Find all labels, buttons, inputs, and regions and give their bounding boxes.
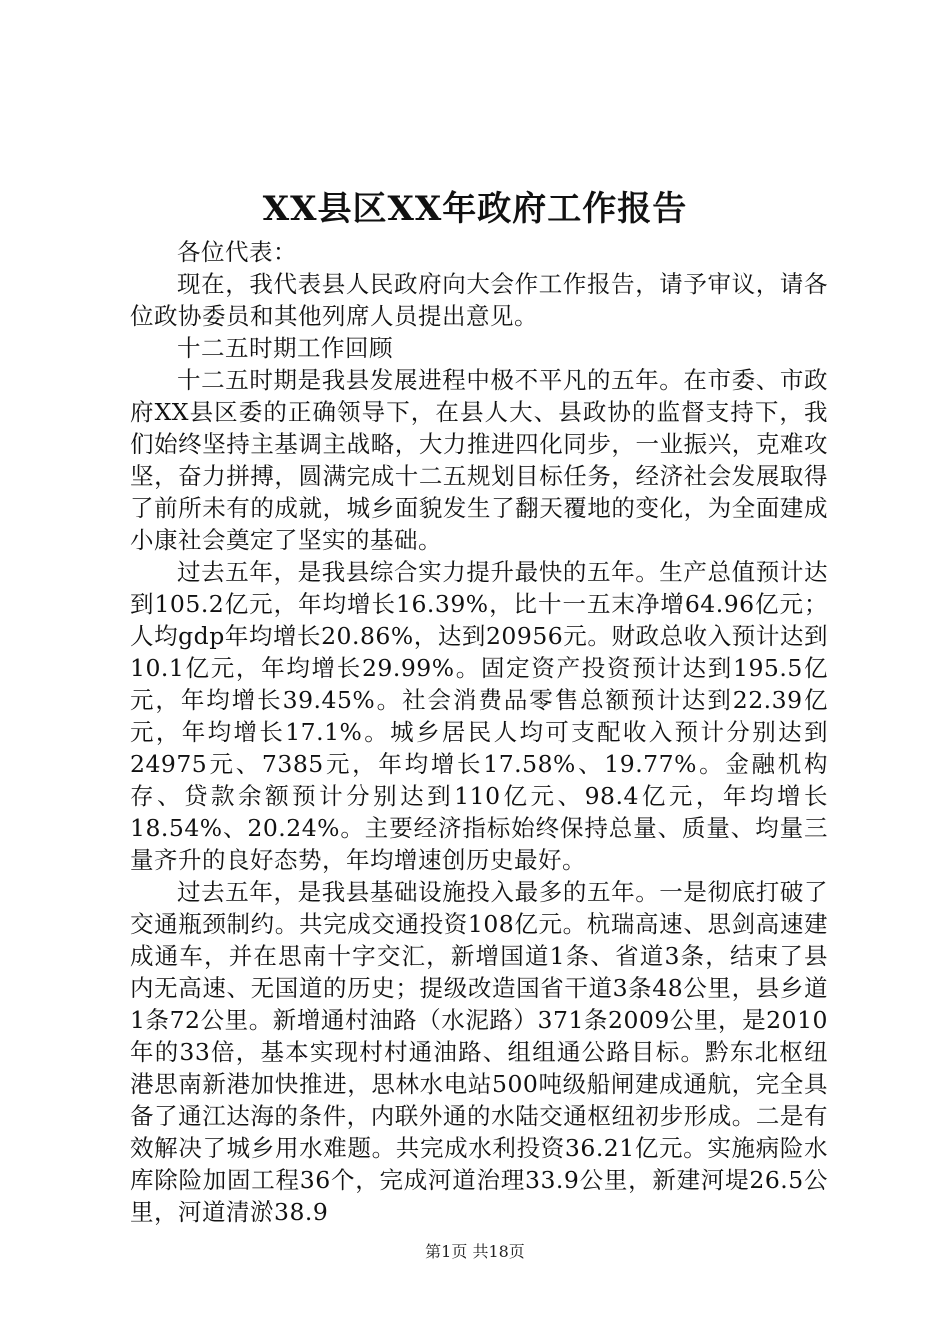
document-body [130,236,828,1228]
paragraph-review: 十二五时期是我县发展进程中极不平凡的五年。在市委、市政府XX县区委的正确领导下，在县人大、县政协的监督支持下，我们始终坚持主基调主战略，大力推进四化同步，一业振兴，克难攻坚，奋力拼搏，圆满完成十二五规划目标任务，经济社会发展取得了前所未有的成就，城乡面貌发生了翻天覆地的变化，为全面建成小康社会奠定了坚实的基础。 [130,366,828,554]
document-title: XX县区XX年政府工作报告 [262,189,688,229]
paragraph-economy: 过去五年，是我县综合实力提升最快的五年。生产总值预计达到105.2亿元，年均增长16.39%，比十一五末净增64.96亿元；人均gdp年均增长20.86%，达到20956元。财政总收入预计达到10.1亿元，年均增长29.99%。固定资产投资预计达到195.5亿元，年均增长39.45%。社会消费品零售总额预计达到22.39亿元，年均增长17.1%。城乡居民人均可支配收入预计分别达到24975元、7385元，年均增长17.58%、19.77%。金融机构存、贷款余额预计分别达到110亿元、98.4亿元，年均增长18.54%、20.24%。主要经济指标始终保持总量、质量、均量三量齐升的良好态势，年均增速创历史最好。 [130,558,828,874]
page-footer: 第1页 共18页 [425,1242,525,1261]
paragraph-infrastructure: 过去五年，是我县基础设施投入最多的五年。一是彻底打破了交通瓶颈制约。共完成交通投资108亿元。杭瑞高速、思剑高速建成通车，并在思南十字交汇，新增国道1条、省道3条，结束了县内无高速、无国道的历史；提级改造国省干道3条48公里，县乡道1条72公里。新增通村油路（水泥路）371条2009公里，是2010年的33倍，基本实现村村通油路、组组通公路目标。黔东北枢纽港思南新港加快推进，思林水电站500吨级船闸建成通航，完全具备了通江达海的条件，内联外通的水陆交通枢纽初步形成。二是有效解决了城乡用水难题。共完成水利投资36.21亿元。实施病险水库除险加固工程36个，完成河道治理33.9公里，新建河堤26.5公里，河道清淤38.9 [130,878,828,1226]
paragraph-salutation: 各位代表： [177,238,297,266]
paragraph-intro: 现在，我代表县人民政府向大会作工作报告，请予审议，请各位政协委员和其他列席人员提出意见。 [130,270,828,330]
section-heading: 十二五时期工作回顾 [177,334,393,362]
